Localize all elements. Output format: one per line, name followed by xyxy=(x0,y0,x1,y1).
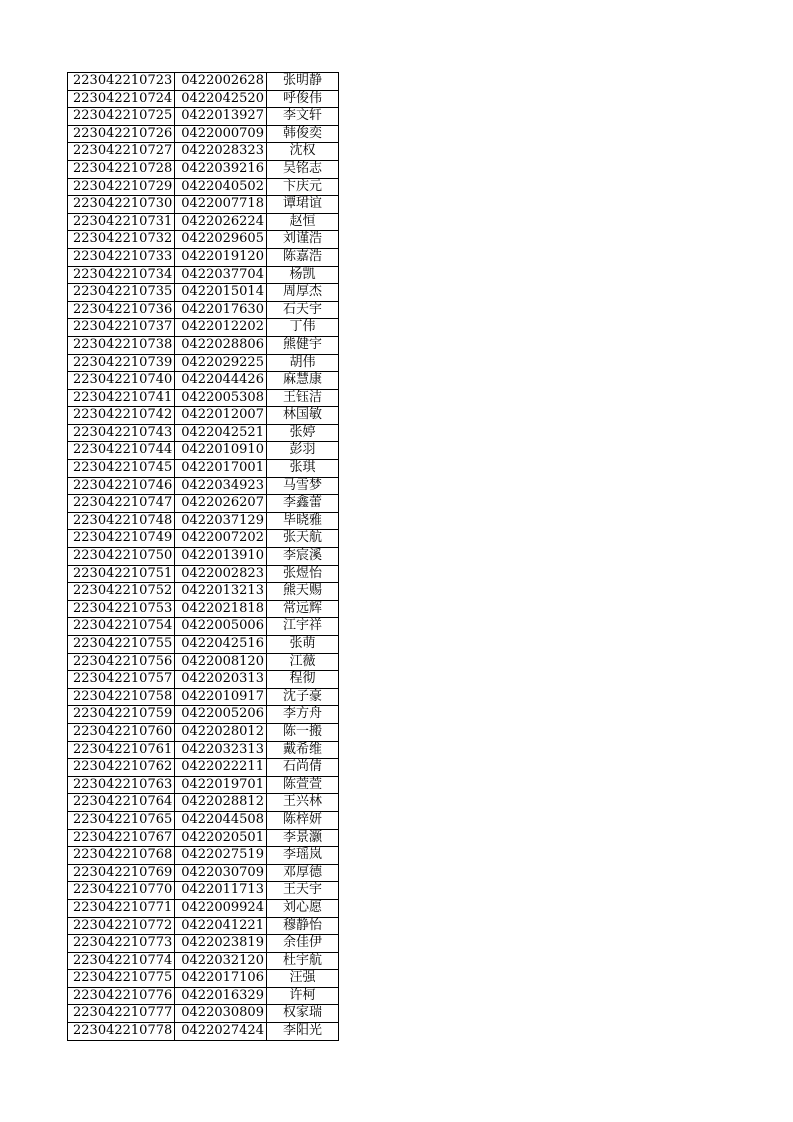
student-id-cell: 223042210753 xyxy=(68,600,175,618)
exam-number-cell: 0422023819 xyxy=(175,935,267,953)
student-id-cell: 223042210768 xyxy=(68,847,175,865)
table-row xyxy=(68,952,339,970)
table-body xyxy=(68,73,339,1041)
exam-number-cell: 0422027519 xyxy=(175,847,267,865)
student-name-cell: 李方舟 xyxy=(266,706,338,724)
student-id-cell: 223042210750 xyxy=(68,548,175,566)
table-row xyxy=(68,336,339,354)
student-name-cell: 石天宇 xyxy=(266,301,338,319)
table-row xyxy=(68,864,339,882)
table-row xyxy=(68,970,339,988)
exam-number-cell: 0422011713 xyxy=(175,882,267,900)
exam-number-cell: 0422013910 xyxy=(175,548,267,566)
student-name-cell: 张婷 xyxy=(266,424,338,442)
student-name-cell: 丁伟 xyxy=(266,319,338,337)
table-row xyxy=(68,671,339,689)
student-id-cell: 223042210741 xyxy=(68,389,175,407)
exam-number-cell: 0422021818 xyxy=(175,600,267,618)
table-row xyxy=(68,424,339,442)
exam-number-cell: 0422005308 xyxy=(175,389,267,407)
student-name-cell: 戴希维 xyxy=(266,741,338,759)
table-row xyxy=(68,935,339,953)
table-row xyxy=(68,319,339,337)
student-name-cell: 卞庆元 xyxy=(266,178,338,196)
student-name-cell: 吴铭志 xyxy=(266,160,338,178)
student-name-cell: 呼俊伟 xyxy=(266,90,338,108)
student-id-cell: 223042210740 xyxy=(68,372,175,390)
table-row xyxy=(68,723,339,741)
student-name-cell: 陈一搬 xyxy=(266,723,338,741)
student-name-cell: 熊健宇 xyxy=(266,336,338,354)
table-row xyxy=(68,882,339,900)
student-id-cell: 223042210723 xyxy=(68,73,175,91)
table-row xyxy=(68,248,339,266)
student-id-cell: 223042210728 xyxy=(68,160,175,178)
student-id-cell: 223042210732 xyxy=(68,231,175,249)
exam-number-cell: 0422017106 xyxy=(175,970,267,988)
exam-number-cell: 0422016329 xyxy=(175,987,267,1005)
exam-number-cell: 0422022211 xyxy=(175,759,267,777)
student-id-cell: 223042210775 xyxy=(68,970,175,988)
student-name-cell: 许柯 xyxy=(266,987,338,1005)
exam-number-cell: 0422019701 xyxy=(175,776,267,794)
student-name-cell: 王钰洁 xyxy=(266,389,338,407)
exam-number-cell: 0422013927 xyxy=(175,108,267,126)
student-name-cell: 沈子豪 xyxy=(266,688,338,706)
student-id-cell: 223042210770 xyxy=(68,882,175,900)
student-id-cell: 223042210755 xyxy=(68,636,175,654)
exam-number-cell: 0422010917 xyxy=(175,688,267,706)
exam-number-cell: 0422007718 xyxy=(175,196,267,214)
table-row xyxy=(68,688,339,706)
table-row xyxy=(68,407,339,425)
exam-number-cell: 0422042520 xyxy=(175,90,267,108)
table-row xyxy=(68,636,339,654)
student-id-cell: 223042210762 xyxy=(68,759,175,777)
student-name-cell: 刘谨浩 xyxy=(266,231,338,249)
student-name-cell: 权家瑞 xyxy=(266,1005,338,1023)
table-row xyxy=(68,266,339,284)
table-row xyxy=(68,178,339,196)
student-name-cell: 杨凯 xyxy=(266,266,338,284)
exam-number-cell: 0422041221 xyxy=(175,917,267,935)
exam-number-cell: 0422005206 xyxy=(175,706,267,724)
student-id-cell: 223042210743 xyxy=(68,424,175,442)
exam-number-cell: 0422030809 xyxy=(175,1005,267,1023)
student-name-cell: 石尚倩 xyxy=(266,759,338,777)
table-row xyxy=(68,776,339,794)
student-id-cell: 223042210734 xyxy=(68,266,175,284)
table-row xyxy=(68,512,339,530)
exam-number-cell: 0422028806 xyxy=(175,336,267,354)
student-name-cell: 程彻 xyxy=(266,671,338,689)
exam-number-cell: 0422009924 xyxy=(175,899,267,917)
student-id-cell: 223042210748 xyxy=(68,512,175,530)
table-row xyxy=(68,548,339,566)
student-name-cell: 谭珺谊 xyxy=(266,196,338,214)
table-row xyxy=(68,389,339,407)
student-name-cell: 张明静 xyxy=(266,73,338,91)
exam-number-cell: 0422042516 xyxy=(175,636,267,654)
table-row xyxy=(68,73,339,91)
table-row xyxy=(68,618,339,636)
exam-number-cell: 0422015014 xyxy=(175,284,267,302)
exam-number-cell: 0422012007 xyxy=(175,407,267,425)
student-id-cell: 223042210752 xyxy=(68,583,175,601)
student-id-cell: 223042210730 xyxy=(68,196,175,214)
student-name-cell: 刘心愿 xyxy=(266,899,338,917)
student-id-cell: 223042210760 xyxy=(68,723,175,741)
student-id-cell: 223042210729 xyxy=(68,178,175,196)
table-row xyxy=(68,759,339,777)
table-row xyxy=(68,160,339,178)
student-name-cell: 张天航 xyxy=(266,530,338,548)
table-row xyxy=(68,741,339,759)
exam-number-cell: 0422012202 xyxy=(175,319,267,337)
student-id-cell: 223042210737 xyxy=(68,319,175,337)
exam-number-cell: 0422032120 xyxy=(175,952,267,970)
table-row xyxy=(68,583,339,601)
student-name-cell: 李景灏 xyxy=(266,829,338,847)
table-row xyxy=(68,460,339,478)
exam-number-cell: 0422028812 xyxy=(175,794,267,812)
exam-number-cell: 0422010910 xyxy=(175,442,267,460)
table-row xyxy=(68,108,339,126)
student-id-cell: 223042210726 xyxy=(68,125,175,143)
student-id-cell: 223042210751 xyxy=(68,565,175,583)
student-name-cell: 张煜怡 xyxy=(266,565,338,583)
student-name-cell: 韩俊奕 xyxy=(266,125,338,143)
table-row xyxy=(68,231,339,249)
exam-number-cell: 0422028323 xyxy=(175,143,267,161)
student-id-cell: 223042210733 xyxy=(68,248,175,266)
student-name-cell: 李宸溪 xyxy=(266,548,338,566)
table-row xyxy=(68,917,339,935)
exam-number-cell: 0422000709 xyxy=(175,125,267,143)
table-row xyxy=(68,477,339,495)
student-name-cell: 周厚杰 xyxy=(266,284,338,302)
table-row xyxy=(68,530,339,548)
student-name-cell: 陈萱萱 xyxy=(266,776,338,794)
student-name-cell: 沈权 xyxy=(266,143,338,161)
student-name-cell: 马雪梦 xyxy=(266,477,338,495)
table-row xyxy=(68,706,339,724)
table-row xyxy=(68,653,339,671)
table-row xyxy=(68,213,339,231)
student-name-cell: 邓厚德 xyxy=(266,864,338,882)
student-id-cell: 223042210776 xyxy=(68,987,175,1005)
exam-number-cell: 0422034923 xyxy=(175,477,267,495)
student-name-cell: 彭羽 xyxy=(266,442,338,460)
student-id-cell: 223042210771 xyxy=(68,899,175,917)
student-id-cell: 223042210725 xyxy=(68,108,175,126)
student-id-cell: 223042210731 xyxy=(68,213,175,231)
student-id-cell: 223042210727 xyxy=(68,143,175,161)
student-name-cell: 毕晓雅 xyxy=(266,512,338,530)
student-name-cell: 汪强 xyxy=(266,970,338,988)
exam-number-cell: 0422040502 xyxy=(175,178,267,196)
student-id-cell: 223042210739 xyxy=(68,354,175,372)
student-name-cell: 李瑶岚 xyxy=(266,847,338,865)
table-row xyxy=(68,829,339,847)
student-id-cell: 223042210767 xyxy=(68,829,175,847)
table-row xyxy=(68,600,339,618)
exam-number-cell: 0422027424 xyxy=(175,1023,267,1041)
student-id-cell: 223042210777 xyxy=(68,1005,175,1023)
student-id-cell: 223042210759 xyxy=(68,706,175,724)
student-name-cell: 杜宇航 xyxy=(266,952,338,970)
table-row xyxy=(68,284,339,302)
student-id-cell: 223042210756 xyxy=(68,653,175,671)
student-name-cell: 李文轩 xyxy=(266,108,338,126)
table-row xyxy=(68,143,339,161)
exam-number-cell: 0422032313 xyxy=(175,741,267,759)
table-row xyxy=(68,90,339,108)
table-row xyxy=(68,196,339,214)
exam-number-cell: 0422020501 xyxy=(175,829,267,847)
student-id-cell: 223042210724 xyxy=(68,90,175,108)
student-name-cell: 王兴林 xyxy=(266,794,338,812)
exam-number-cell: 0422039216 xyxy=(175,160,267,178)
exam-number-cell: 0422029605 xyxy=(175,231,267,249)
exam-number-cell: 0422008120 xyxy=(175,653,267,671)
exam-number-cell: 0422026207 xyxy=(175,495,267,513)
student-id-cell: 223042210778 xyxy=(68,1023,175,1041)
exam-number-cell: 0422042521 xyxy=(175,424,267,442)
exam-number-cell: 0422044426 xyxy=(175,372,267,390)
exam-number-cell: 0422002823 xyxy=(175,565,267,583)
exam-number-cell: 0422044508 xyxy=(175,811,267,829)
student-name-cell: 李鑫蕾 xyxy=(266,495,338,513)
table-row xyxy=(68,372,339,390)
student-name-cell: 余佳伊 xyxy=(266,935,338,953)
student-name-cell: 张琪 xyxy=(266,460,338,478)
student-id-cell: 223042210738 xyxy=(68,336,175,354)
student-name-cell: 陈嘉浩 xyxy=(266,248,338,266)
table-row xyxy=(68,495,339,513)
exam-number-cell: 0422020313 xyxy=(175,671,267,689)
table-row xyxy=(68,1005,339,1023)
student-id-cell: 223042210742 xyxy=(68,407,175,425)
exam-number-cell: 0422037704 xyxy=(175,266,267,284)
student-id-cell: 223042210736 xyxy=(68,301,175,319)
table-row xyxy=(68,899,339,917)
student-name-cell: 李阳光 xyxy=(266,1023,338,1041)
student-id-cell: 223042210773 xyxy=(68,935,175,953)
exam-number-cell: 0422028012 xyxy=(175,723,267,741)
exam-number-cell: 0422017001 xyxy=(175,460,267,478)
student-id-cell: 223042210763 xyxy=(68,776,175,794)
exam-number-cell: 0422017630 xyxy=(175,301,267,319)
table-row xyxy=(68,354,339,372)
table-row xyxy=(68,301,339,319)
exam-number-cell: 0422029225 xyxy=(175,354,267,372)
table-row xyxy=(68,847,339,865)
student-id-cell: 223042210769 xyxy=(68,864,175,882)
student-name-cell: 常远辉 xyxy=(266,600,338,618)
student-name-cell: 熊天赐 xyxy=(266,583,338,601)
student-id-cell: 223042210749 xyxy=(68,530,175,548)
table-row xyxy=(68,811,339,829)
student-id-cell: 223042210735 xyxy=(68,284,175,302)
table-row xyxy=(68,442,339,460)
student-name-cell: 江宇祥 xyxy=(266,618,338,636)
table-row xyxy=(68,125,339,143)
table-row xyxy=(68,794,339,812)
student-id-cell: 223042210746 xyxy=(68,477,175,495)
student-name-cell: 赵恒 xyxy=(266,213,338,231)
student-name-cell: 穆静怡 xyxy=(266,917,338,935)
exam-number-cell: 0422019120 xyxy=(175,248,267,266)
table-row xyxy=(68,565,339,583)
student-id-cell: 223042210765 xyxy=(68,811,175,829)
table-row xyxy=(68,1023,339,1041)
student-list-table xyxy=(67,72,339,1041)
exam-number-cell: 0422030709 xyxy=(175,864,267,882)
student-id-cell: 223042210774 xyxy=(68,952,175,970)
exam-number-cell: 0422013213 xyxy=(175,583,267,601)
student-id-cell: 223042210745 xyxy=(68,460,175,478)
exam-number-cell: 0422026224 xyxy=(175,213,267,231)
exam-number-cell: 0422005006 xyxy=(175,618,267,636)
student-name-cell: 麻慧康 xyxy=(266,372,338,390)
student-id-cell: 223042210772 xyxy=(68,917,175,935)
student-id-cell: 223042210758 xyxy=(68,688,175,706)
student-name-cell: 陈梓妍 xyxy=(266,811,338,829)
student-id-cell: 223042210757 xyxy=(68,671,175,689)
student-id-cell: 223042210744 xyxy=(68,442,175,460)
student-id-cell: 223042210754 xyxy=(68,618,175,636)
table-row xyxy=(68,987,339,1005)
exam-number-cell: 0422002628 xyxy=(175,73,267,91)
student-id-cell: 223042210764 xyxy=(68,794,175,812)
student-name-cell: 江薇 xyxy=(266,653,338,671)
student-name-cell: 胡伟 xyxy=(266,354,338,372)
student-id-cell: 223042210761 xyxy=(68,741,175,759)
exam-number-cell: 0422007202 xyxy=(175,530,267,548)
student-name-cell: 王天宇 xyxy=(266,882,338,900)
student-name-cell: 张萌 xyxy=(266,636,338,654)
student-id-cell: 223042210747 xyxy=(68,495,175,513)
student-name-cell: 林国敏 xyxy=(266,407,338,425)
exam-number-cell: 0422037129 xyxy=(175,512,267,530)
